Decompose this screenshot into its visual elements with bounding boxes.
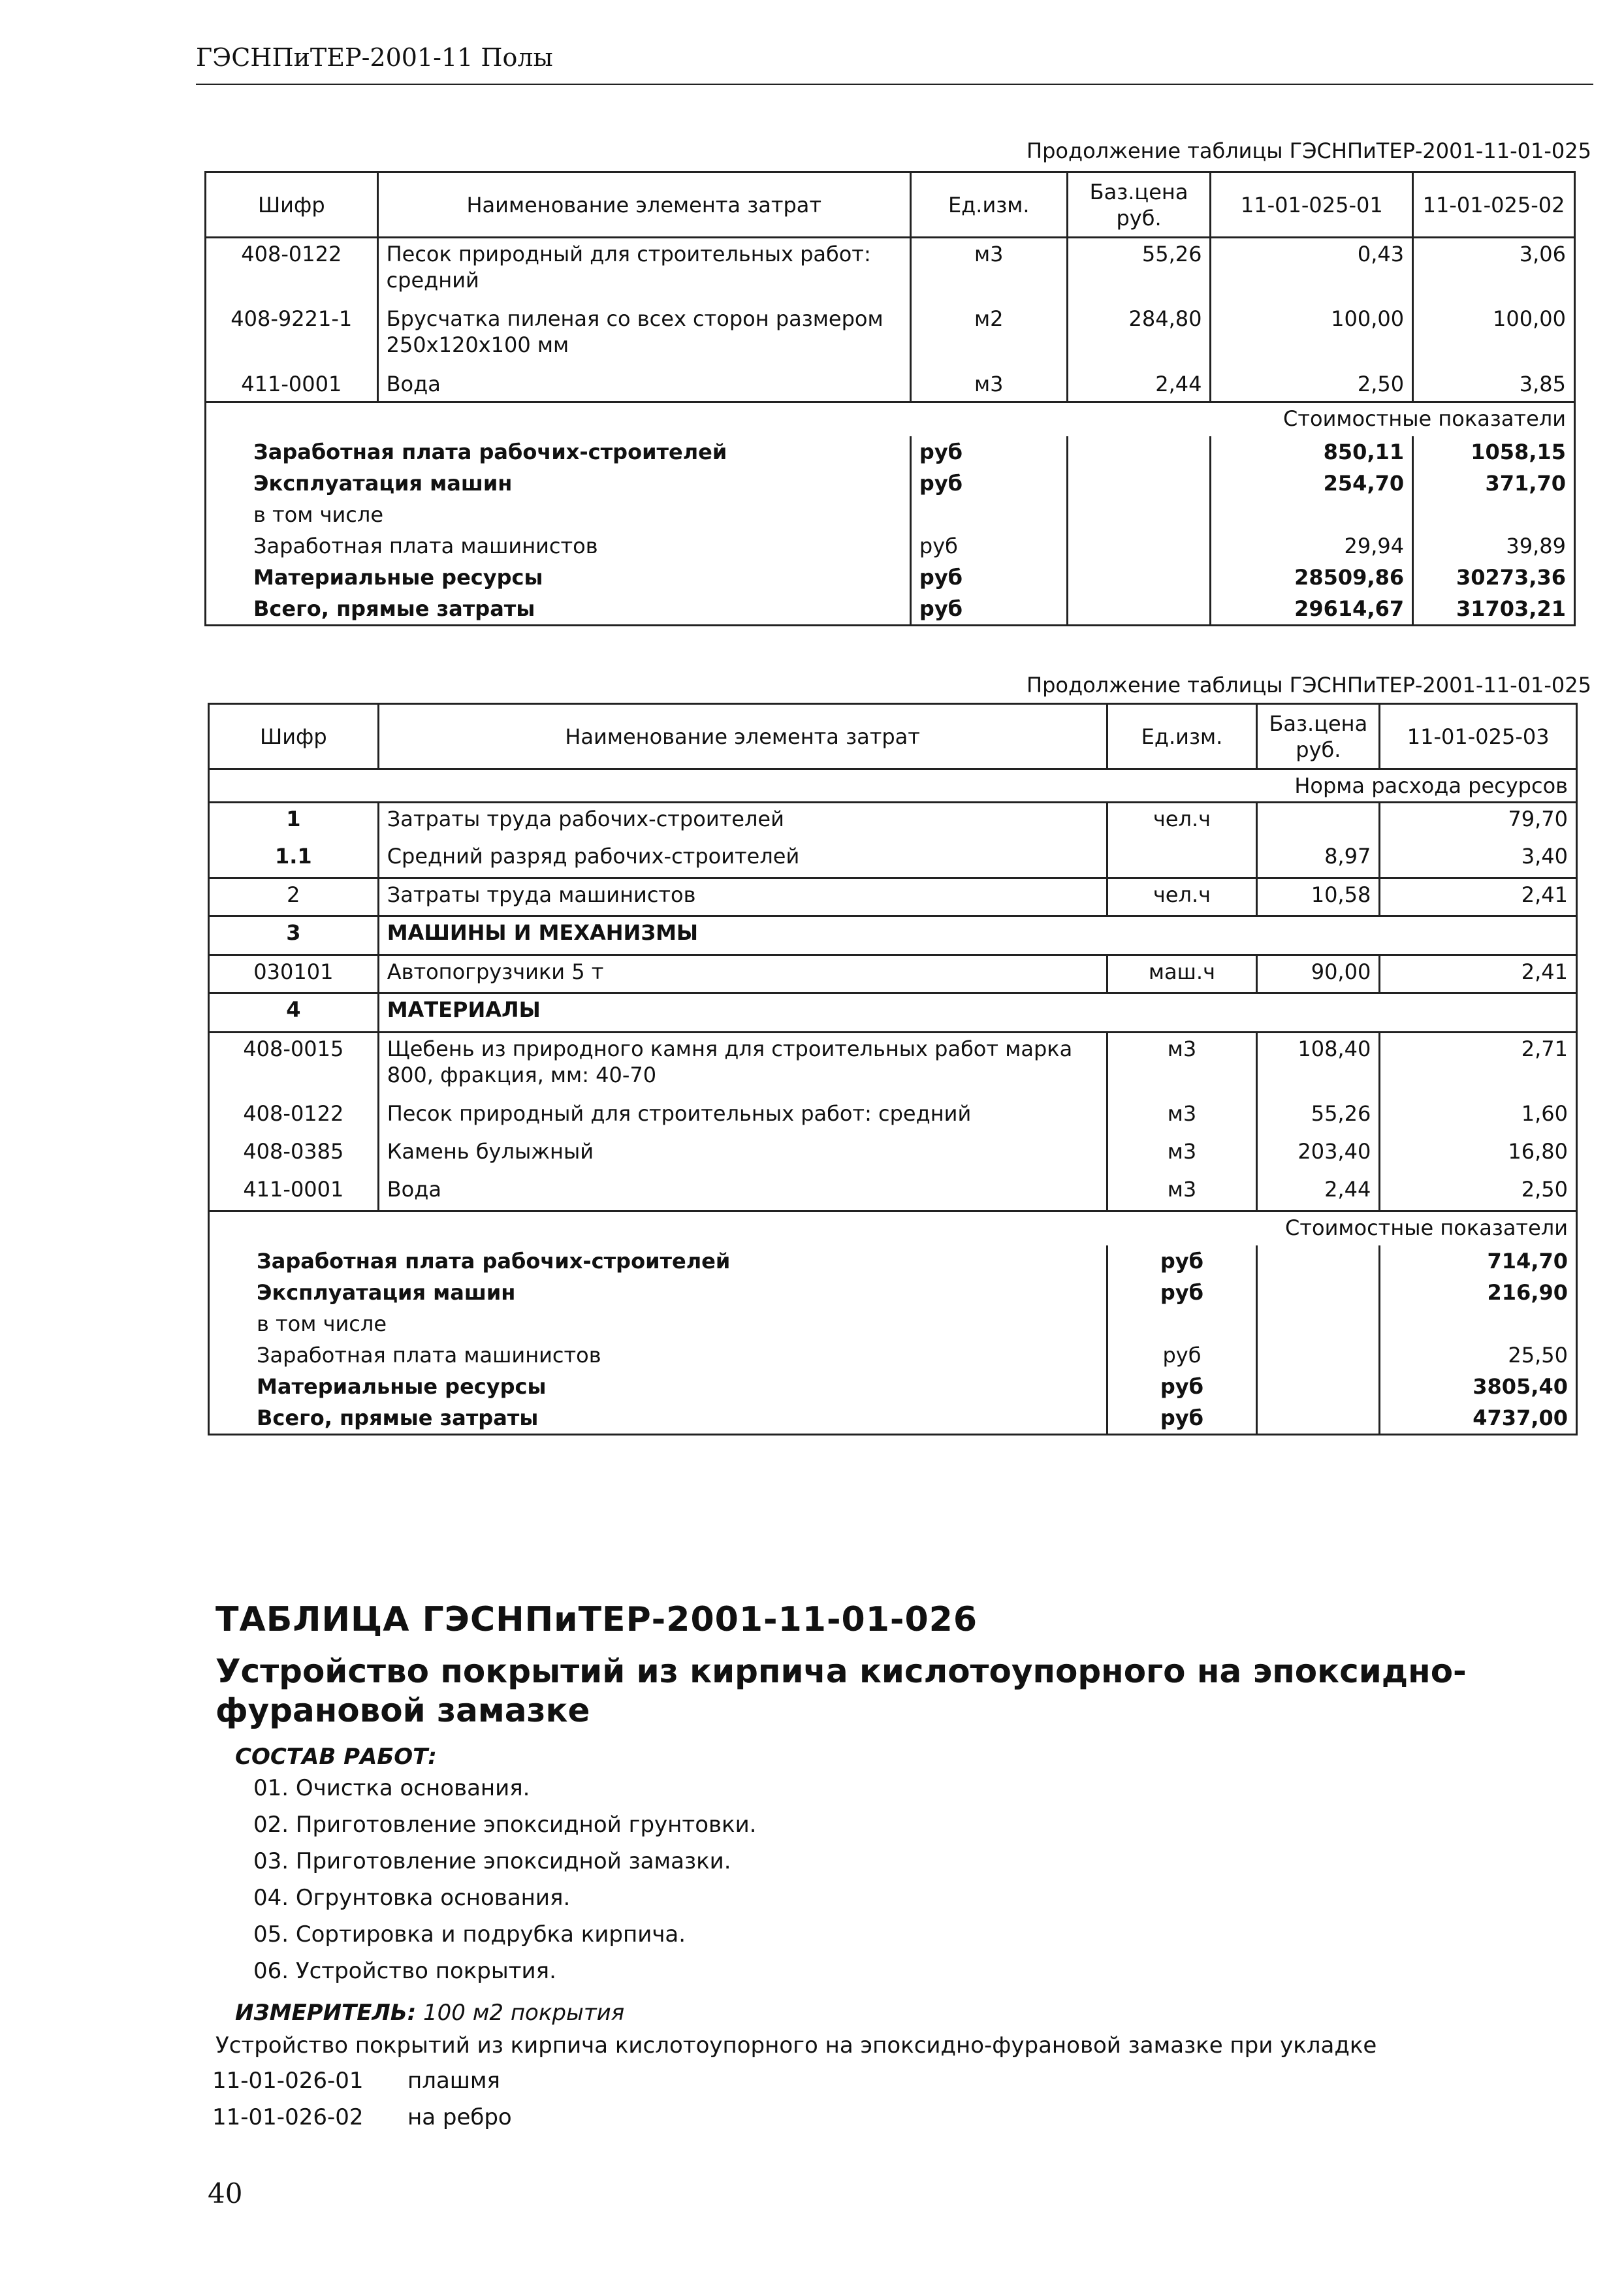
table2-header-row	[209, 704, 1577, 769]
col-header-name: Наименование элемента затрат	[377, 172, 910, 238]
cell-unit: м3	[910, 238, 1067, 303]
cell-unit: чел.ч	[1107, 803, 1257, 841]
table1-section-row	[206, 402, 1575, 436]
cell-code: 3	[209, 916, 379, 955]
table-row	[209, 1033, 1577, 1098]
table2-section-row	[209, 1211, 1577, 1245]
work-item: 03. Приготовление эпоксидной замазки.	[253, 1848, 731, 1874]
summary-unit	[910, 499, 1067, 530]
cell-code: 030101	[209, 955, 379, 993]
cell-value-02: 100,00	[1413, 303, 1575, 368]
summary-unit: руб	[910, 436, 1067, 468]
cell-unit	[1107, 841, 1257, 878]
cell-value-03: 3,40	[1380, 841, 1577, 878]
summary-value-01: 254,70	[1211, 468, 1413, 499]
cell-code: 408-0122	[209, 1098, 379, 1136]
cell-value-03: 2,41	[1380, 878, 1577, 916]
col-header-code: Шифр	[206, 172, 378, 238]
col-header-price: Баз.цена руб.	[1257, 704, 1380, 769]
summary-unit: руб	[910, 530, 1067, 562]
summary-value-01: 28509,86	[1211, 562, 1413, 593]
cell-price: 8,97	[1257, 841, 1380, 878]
table-row	[209, 878, 1577, 916]
cell-name: Вода	[377, 368, 910, 402]
summary-row	[206, 593, 1575, 626]
summary-row	[209, 1277, 1577, 1308]
cell-code: 408-9221-1	[206, 303, 378, 368]
table-row	[209, 955, 1577, 993]
summary-row	[209, 1308, 1577, 1339]
summary-value-03: 25,50	[1380, 1339, 1577, 1371]
cell-value-03: 1,60	[1380, 1098, 1577, 1136]
cell-code: 2	[209, 878, 379, 916]
summary-unit: руб	[1107, 1371, 1257, 1402]
cell-code: 408-0122	[206, 238, 378, 303]
summary-price-empty	[1067, 499, 1211, 530]
cell-unit: м3	[1107, 1098, 1257, 1136]
cell-value-01: 0,43	[1211, 238, 1413, 303]
cell-value-03: 2,50	[1380, 1174, 1577, 1211]
section-title: МАШИНЫ И МЕХАНИЗМЫ	[378, 916, 1576, 955]
summary-label: Всего, прямые затраты	[209, 1402, 1107, 1435]
cell-unit: м3	[1107, 1174, 1257, 1211]
cell-name: Затраты труда машинистов	[378, 878, 1107, 916]
summary-unit	[1107, 1308, 1257, 1339]
cell-unit: м3	[1107, 1033, 1257, 1098]
summary-value-03: 4737,00	[1380, 1402, 1577, 1435]
summary-value-03: 216,90	[1380, 1277, 1577, 1308]
cell-price	[1257, 803, 1380, 841]
summary-price-empty	[1257, 1402, 1380, 1435]
table-row	[209, 803, 1577, 841]
summary-row	[206, 468, 1575, 499]
summary-price-empty	[1257, 1308, 1380, 1339]
work-item: 01. Очистка основания.	[253, 1775, 530, 1801]
cell-value-03: 2,71	[1380, 1033, 1577, 1098]
table-row	[206, 303, 1575, 368]
summary-label: Заработная плата рабочих-строителей	[206, 436, 911, 468]
summary-value-02: 1058,15	[1413, 436, 1575, 468]
summary-row	[209, 1371, 1577, 1402]
summary-row	[209, 1339, 1577, 1371]
col-header-code: Шифр	[209, 704, 379, 769]
meter-label: ИЗМЕРИТЕЛЬ:	[235, 2000, 417, 2026]
running-header: ГЭСНПиТЕР-2001-11 Полы	[196, 43, 553, 72]
cell-value-03: 2,41	[1380, 955, 1577, 993]
section-row	[209, 916, 1577, 955]
summary-value-02: 31703,21	[1413, 593, 1575, 626]
summary-label: Материальные ресурсы	[206, 562, 911, 593]
cell-code: 4	[209, 993, 379, 1033]
summary-value-02: 371,70	[1413, 468, 1575, 499]
cell-value-02: 3,85	[1413, 368, 1575, 402]
table2-section-label: Стоимостные показатели	[209, 1211, 1577, 1245]
summary-price-empty	[1257, 1245, 1380, 1277]
summary-unit: руб	[1107, 1277, 1257, 1308]
summary-label: Заработная плата машинистов	[206, 530, 911, 562]
cell-name: Щебень из природного камня для строительных работ марка 800, фракция, мм: 40-70	[378, 1033, 1107, 1098]
variant-label: плашмя	[407, 2068, 501, 2094]
meter-value: 100 м2 покрытия	[423, 2000, 625, 2026]
summary-unit: руб	[910, 562, 1067, 593]
summary-price-empty	[1257, 1371, 1380, 1402]
cell-name: Камень булыжный	[378, 1136, 1107, 1174]
summary-row	[209, 1245, 1577, 1277]
table2-norm-row	[209, 769, 1577, 803]
work-item: 02. Приготовление эпоксидной грунтовки.	[253, 1812, 757, 1838]
variant-label: на ребро	[407, 2104, 512, 2130]
summary-price-empty	[1067, 468, 1211, 499]
table1-caption: Продолжение таблицы ГЭСНПиТЕР-2001-11-01-025	[1027, 138, 1591, 163]
table2	[208, 703, 1578, 1435]
summary-price-empty	[1257, 1339, 1380, 1371]
summary-row	[206, 530, 1575, 562]
summary-row	[209, 1402, 1577, 1435]
summary-value-03: 714,70	[1380, 1245, 1577, 1277]
cell-name: Вода	[378, 1174, 1107, 1211]
summary-row	[206, 499, 1575, 530]
page-number: 40	[208, 2177, 243, 2209]
cell-value-03: 79,70	[1380, 803, 1577, 841]
summary-price-empty	[1067, 593, 1211, 626]
summary-label: в том числе	[209, 1308, 1107, 1339]
section-row	[209, 993, 1577, 1033]
summary-label: Материальные ресурсы	[209, 1371, 1107, 1402]
cell-unit: м3	[1107, 1136, 1257, 1174]
summary-value-02: 30273,36	[1413, 562, 1575, 593]
cell-code: 1.1	[209, 841, 379, 878]
summary-unit: руб	[1107, 1245, 1257, 1277]
summary-row	[206, 436, 1575, 468]
cell-code: 408-0015	[209, 1033, 379, 1098]
cell-price: 2,44	[1067, 368, 1211, 402]
table-row	[209, 1136, 1577, 1174]
summary-label: Эксплуатация машин	[209, 1277, 1107, 1308]
meter-line	[235, 2000, 624, 2026]
cell-code: 408-0385	[209, 1136, 379, 1174]
cell-name: Средний разряд рабочих-строителей	[378, 841, 1107, 878]
cell-price: 203,40	[1257, 1136, 1380, 1174]
table-row	[206, 238, 1575, 303]
summary-row	[206, 562, 1575, 593]
table2-norm-label: Норма расхода ресурсов	[209, 769, 1577, 803]
cell-name: Песок природный для строительных работ: средний	[377, 238, 910, 303]
table-row	[209, 1174, 1577, 1211]
cell-price: 55,26	[1067, 238, 1211, 303]
summary-value-03	[1380, 1308, 1577, 1339]
summary-label: Заработная плата машинистов	[209, 1339, 1107, 1371]
table-row	[206, 368, 1575, 402]
cell-price: 2,44	[1257, 1174, 1380, 1211]
section-title-line1: Устройство покрытий из кирпича кислотоупорного на эпоксидно-	[215, 1652, 1467, 1690]
cell-code: 411-0001	[206, 368, 378, 402]
summary-value-01	[1211, 499, 1413, 530]
summary-unit: руб	[910, 593, 1067, 626]
summary-value-01: 29614,67	[1211, 593, 1413, 626]
summary-value-01: 850,11	[1211, 436, 1413, 468]
cell-unit: м3	[910, 368, 1067, 402]
summary-value-01: 29,94	[1211, 530, 1413, 562]
summary-value-02	[1413, 499, 1575, 530]
section-title: МАТЕРИАЛЫ	[378, 993, 1576, 1033]
cell-price: 108,40	[1257, 1033, 1380, 1098]
section-title-line2: фурановой замазке	[215, 1692, 590, 1729]
cell-unit: маш.ч	[1107, 955, 1257, 993]
cell-unit: чел.ч	[1107, 878, 1257, 916]
cell-price: 10,58	[1257, 878, 1380, 916]
cell-code: 1	[209, 803, 379, 841]
table1	[204, 171, 1576, 626]
cell-name: Автопогрузчики 5 т	[378, 955, 1107, 993]
table-026-heading: ТАБЛИЦА ГЭСНПиТЕР-2001-11-01-026	[215, 1600, 978, 1639]
cell-value-01: 100,00	[1211, 303, 1413, 368]
cell-value-02: 3,06	[1413, 238, 1575, 303]
col-header-norm-02: 11-01-025-02	[1413, 172, 1575, 238]
table-row	[209, 841, 1577, 878]
cell-name: Песок природный для строительных работ: средний	[378, 1098, 1107, 1136]
cell-code: 411-0001	[209, 1174, 379, 1211]
cell-price: 55,26	[1257, 1098, 1380, 1136]
cell-name: Затраты труда рабочих-строителей	[378, 803, 1107, 841]
cell-value-01: 2,50	[1211, 368, 1413, 402]
work-item: 05. Сортировка и подрубка кирпича.	[253, 1921, 686, 1948]
summary-price-empty	[1067, 562, 1211, 593]
summary-label: Всего, прямые затраты	[206, 593, 911, 626]
work-item: 06. Устройство покрытия.	[253, 1958, 556, 1984]
cell-unit: м2	[910, 303, 1067, 368]
summary-price-empty	[1257, 1277, 1380, 1308]
table-row	[209, 1098, 1577, 1136]
cell-price: 90,00	[1257, 955, 1380, 993]
summary-label: в том числе	[206, 499, 911, 530]
summary-value-03: 3805,40	[1380, 1371, 1577, 1402]
table1-section-label: Стоимостные показатели	[206, 402, 1575, 436]
variant-code: 11-01-026-02	[212, 2104, 364, 2130]
col-header-unit: Ед.изм.	[1107, 704, 1257, 769]
summary-label: Эксплуатация машин	[206, 468, 911, 499]
summary-unit: руб	[1107, 1402, 1257, 1435]
variant-code: 11-01-026-01	[212, 2068, 364, 2094]
works-label: СОСТАВ РАБОТ:	[235, 1744, 437, 1770]
description: Устройство покрытий из кирпича кислотоупорного на эпоксидно-фурановой замазке при укладке	[215, 2032, 1377, 2059]
col-header-price: Баз.цена руб.	[1067, 172, 1211, 238]
summary-unit: руб	[1107, 1339, 1257, 1371]
cell-value-03: 16,80	[1380, 1136, 1577, 1174]
work-item: 04. Огрунтовка основания.	[253, 1885, 571, 1911]
header-rule	[196, 84, 1593, 85]
col-header-norm-03: 11-01-025-03	[1380, 704, 1577, 769]
col-header-norm-01: 11-01-025-01	[1211, 172, 1413, 238]
table1-header-row	[206, 172, 1575, 238]
summary-value-02: 39,89	[1413, 530, 1575, 562]
col-header-unit: Ед.изм.	[910, 172, 1067, 238]
summary-label: Заработная плата рабочих-строителей	[209, 1245, 1107, 1277]
cell-price: 284,80	[1067, 303, 1211, 368]
cell-name: Брусчатка пиленая со всех сторон размером 250х120х100 мм	[377, 303, 910, 368]
summary-price-empty	[1067, 436, 1211, 468]
table2-caption: Продолжение таблицы ГЭСНПиТЕР-2001-11-01-025	[1027, 673, 1591, 698]
col-header-name: Наименование элемента затрат	[378, 704, 1107, 769]
summary-price-empty	[1067, 530, 1211, 562]
summary-unit: руб	[910, 468, 1067, 499]
